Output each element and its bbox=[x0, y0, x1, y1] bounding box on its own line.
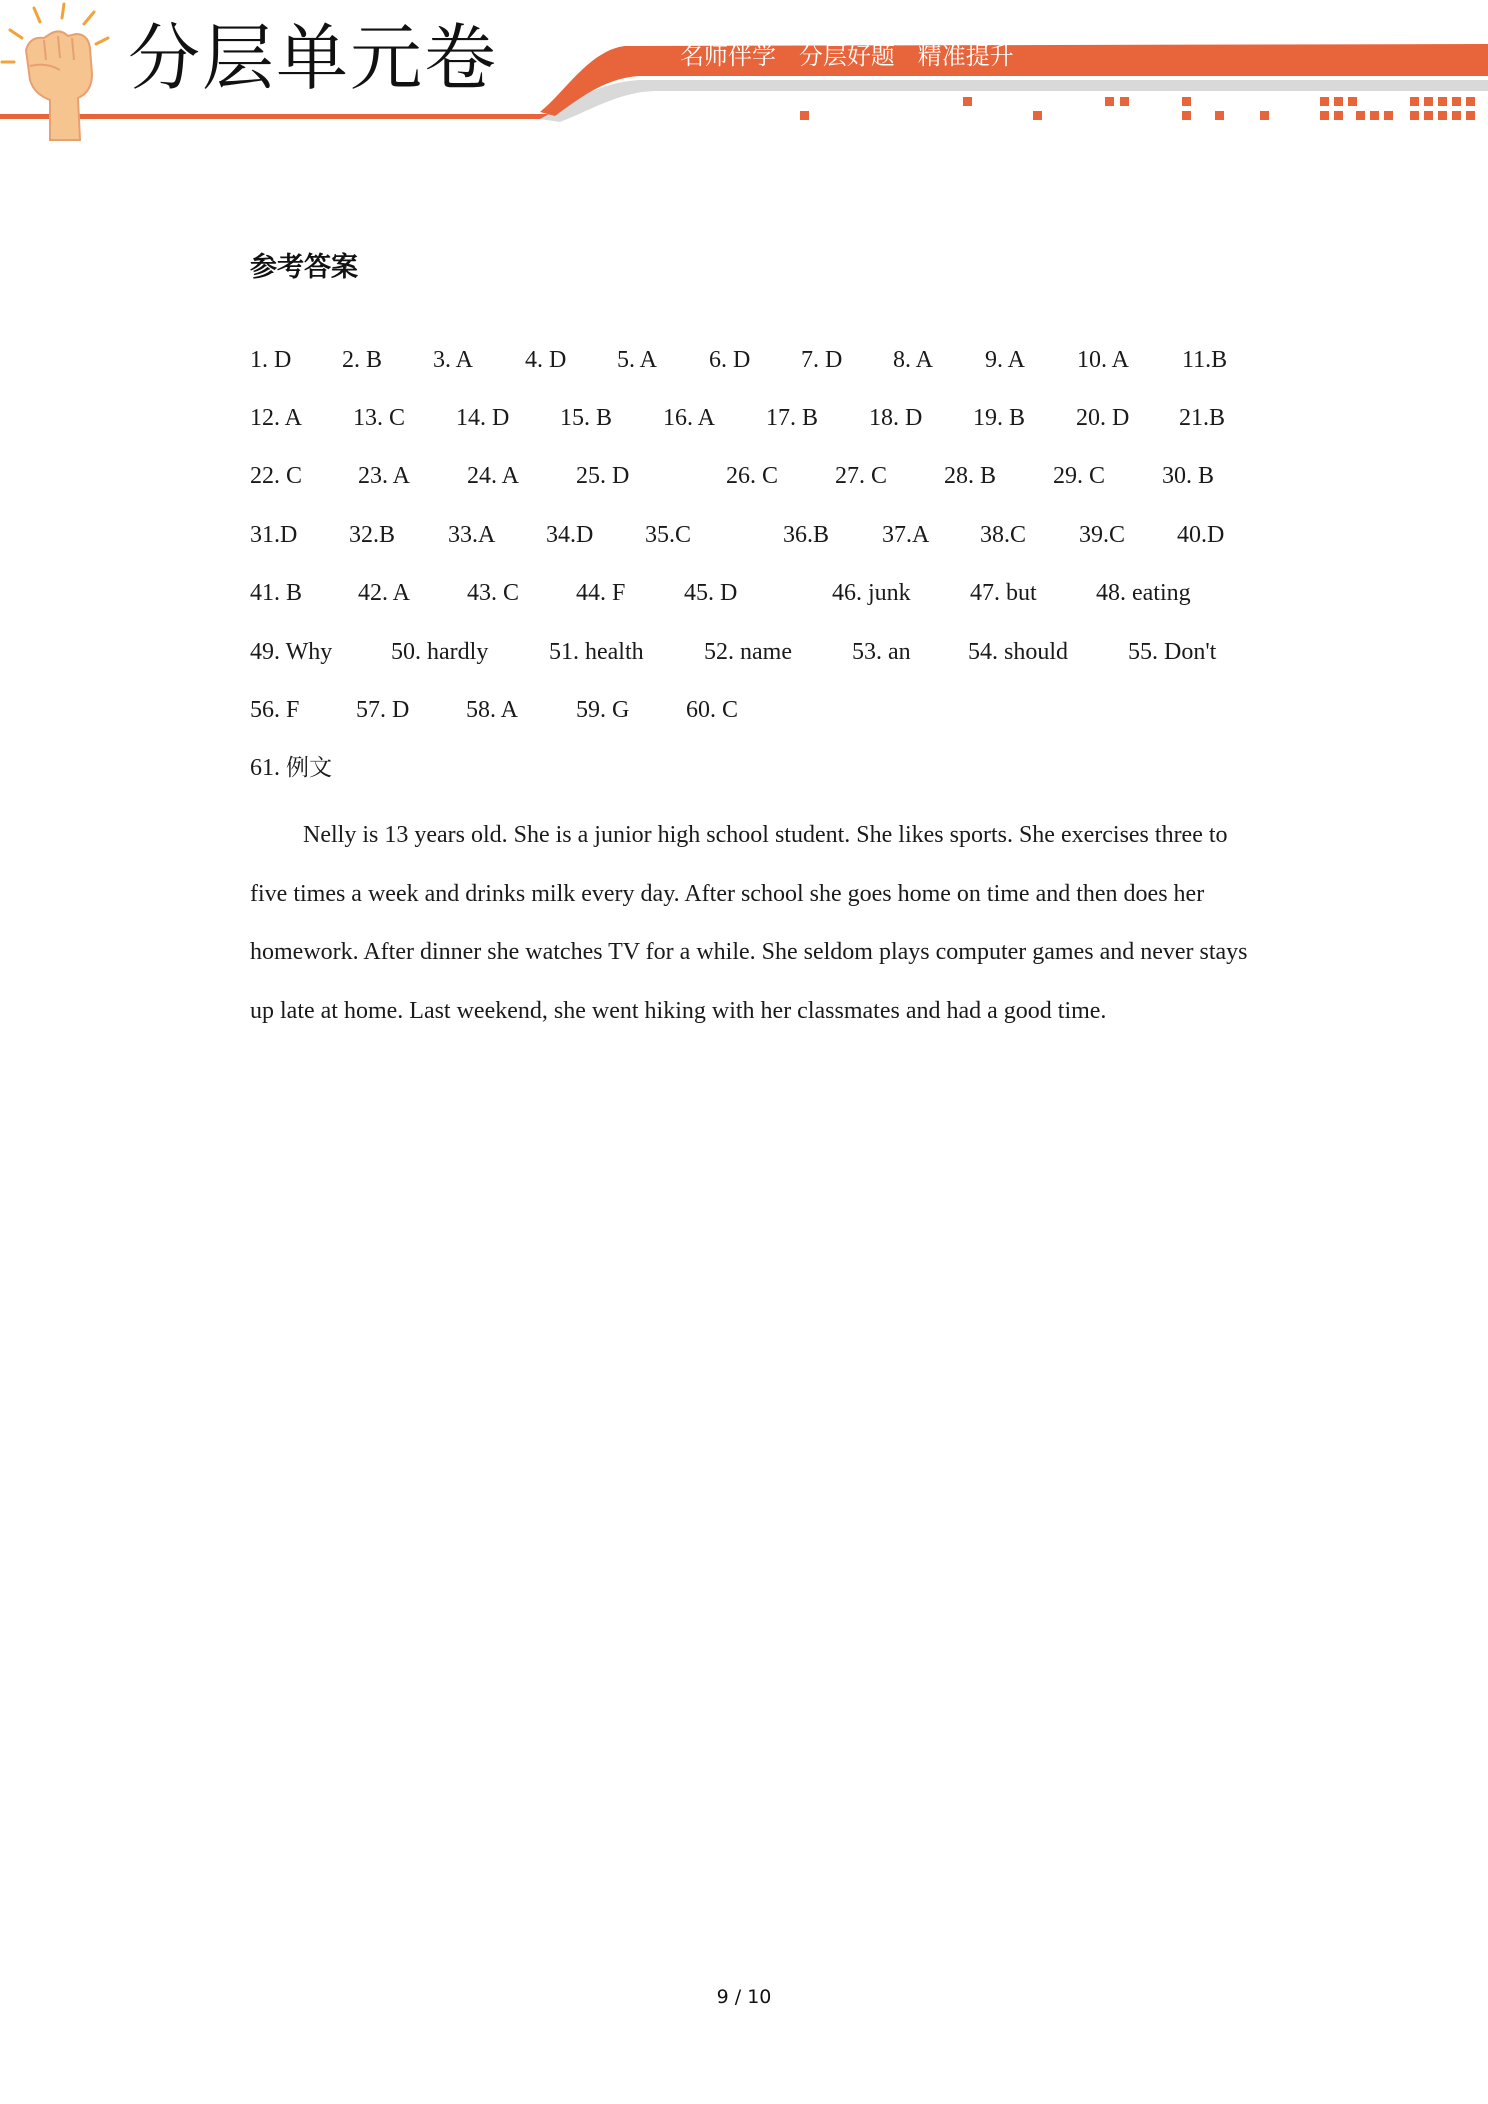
essay-label-text: 例文 bbox=[286, 755, 332, 781]
answer-item: 1. D bbox=[250, 347, 292, 373]
answer-item: 20. D bbox=[1076, 405, 1130, 431]
answer-item: 9. A bbox=[985, 347, 1026, 373]
essay-question-label bbox=[250, 756, 332, 780]
answer-item: 33.A bbox=[448, 522, 496, 548]
answer-item: 15. B bbox=[560, 405, 613, 431]
answer-item: 7. D bbox=[801, 347, 843, 373]
answer-item: 37.A bbox=[882, 522, 930, 548]
answer-item: 53. an bbox=[852, 639, 911, 665]
answer-item: 19. B bbox=[973, 405, 1026, 431]
answer-item: 43. C bbox=[467, 580, 520, 606]
answer-item: 40.D bbox=[1177, 522, 1225, 548]
answer-item: 2. B bbox=[342, 347, 383, 373]
sample-essay-paragraph: Nelly is 13 years old. She is a junior high school student. She likes sports. She exercises three to five times a week and drinks milk every day. After school she goes home on time and then does her homework. After dinner she watches TV for a while. She seldom plays computer games and never stays up late at home. Last weekend, she went hiking with her classmates and had a good time. bbox=[250, 822, 1248, 1024]
answer-item: 4. D bbox=[525, 347, 567, 373]
answer-item: 22. C bbox=[250, 463, 303, 489]
answer-item: 59. G bbox=[576, 697, 630, 723]
answer-item: 32.B bbox=[349, 522, 396, 548]
answer-key-heading: 参考答案 bbox=[250, 252, 358, 283]
header-dots-decoration bbox=[800, 97, 1475, 120]
answer-item: 58. A bbox=[466, 697, 519, 723]
answer-item: 54. should bbox=[968, 639, 1069, 665]
answer-item: 13. C bbox=[353, 405, 406, 431]
page-header bbox=[0, 0, 1488, 150]
answer-item: 23. A bbox=[358, 463, 411, 489]
essay-question-number: 61. bbox=[250, 755, 280, 781]
header-gray-band bbox=[540, 80, 1488, 122]
answer-item: 35.C bbox=[645, 522, 692, 548]
answer-item: 41. B bbox=[250, 580, 303, 606]
answer-item: 6. D bbox=[709, 347, 751, 373]
answer-item: 46. junk bbox=[832, 580, 911, 606]
answer-item: 12. A bbox=[250, 405, 303, 431]
answer-item: 14. D bbox=[456, 405, 510, 431]
answer-item: 47. but bbox=[970, 580, 1037, 606]
answer-item: 3. A bbox=[433, 347, 474, 373]
brand-title: 分层单元卷 bbox=[128, 16, 499, 100]
answer-item: 30. B bbox=[1162, 463, 1215, 489]
answer-item: 10. A bbox=[1077, 347, 1130, 373]
answer-item: 50. hardly bbox=[391, 639, 489, 665]
answer-item: 39.C bbox=[1079, 522, 1126, 548]
answer-item: 5. A bbox=[617, 347, 658, 373]
answer-item: 25. D bbox=[576, 463, 630, 489]
answer-item: 21.B bbox=[1179, 405, 1226, 431]
answer-item: 42. A bbox=[358, 580, 411, 606]
answer-item: 56. F bbox=[250, 697, 300, 723]
answer-item: 48. eating bbox=[1096, 580, 1191, 606]
answer-item: 17. B bbox=[766, 405, 819, 431]
header-underline bbox=[0, 114, 560, 119]
answer-item: 57. D bbox=[356, 697, 410, 723]
raised-fist-icon bbox=[2, 4, 108, 140]
answer-item: 34.D bbox=[546, 522, 594, 548]
answer-item: 28. B bbox=[944, 463, 997, 489]
answer-item: 11.B bbox=[1182, 347, 1228, 373]
answer-item: 16. A bbox=[663, 405, 716, 431]
answer-item: 36.B bbox=[783, 522, 830, 548]
answer-item: 29. C bbox=[1053, 463, 1106, 489]
answer-item: 51. health bbox=[549, 639, 644, 665]
answer-item: 31.D bbox=[250, 522, 298, 548]
answer-item: 38.C bbox=[980, 522, 1027, 548]
answer-item: 18. D bbox=[869, 405, 923, 431]
answer-item: 49. Why bbox=[250, 639, 333, 665]
answer-item: 8. A bbox=[893, 347, 934, 373]
answer-item: 45. D bbox=[684, 580, 738, 606]
answer-item: 60. C bbox=[686, 697, 739, 723]
answer-item: 52. name bbox=[704, 639, 792, 665]
answer-item: 44. F bbox=[576, 580, 626, 606]
answer-item: 55. Don't bbox=[1128, 639, 1217, 665]
header-slogan: 名师伴学 分层好题 精准提升 bbox=[680, 42, 1014, 70]
answer-item: 27. C bbox=[835, 463, 888, 489]
answer-item: 24. A bbox=[467, 463, 520, 489]
answer-item: 26. C bbox=[726, 463, 779, 489]
page-number: 9 / 10 bbox=[716, 1986, 772, 2008]
